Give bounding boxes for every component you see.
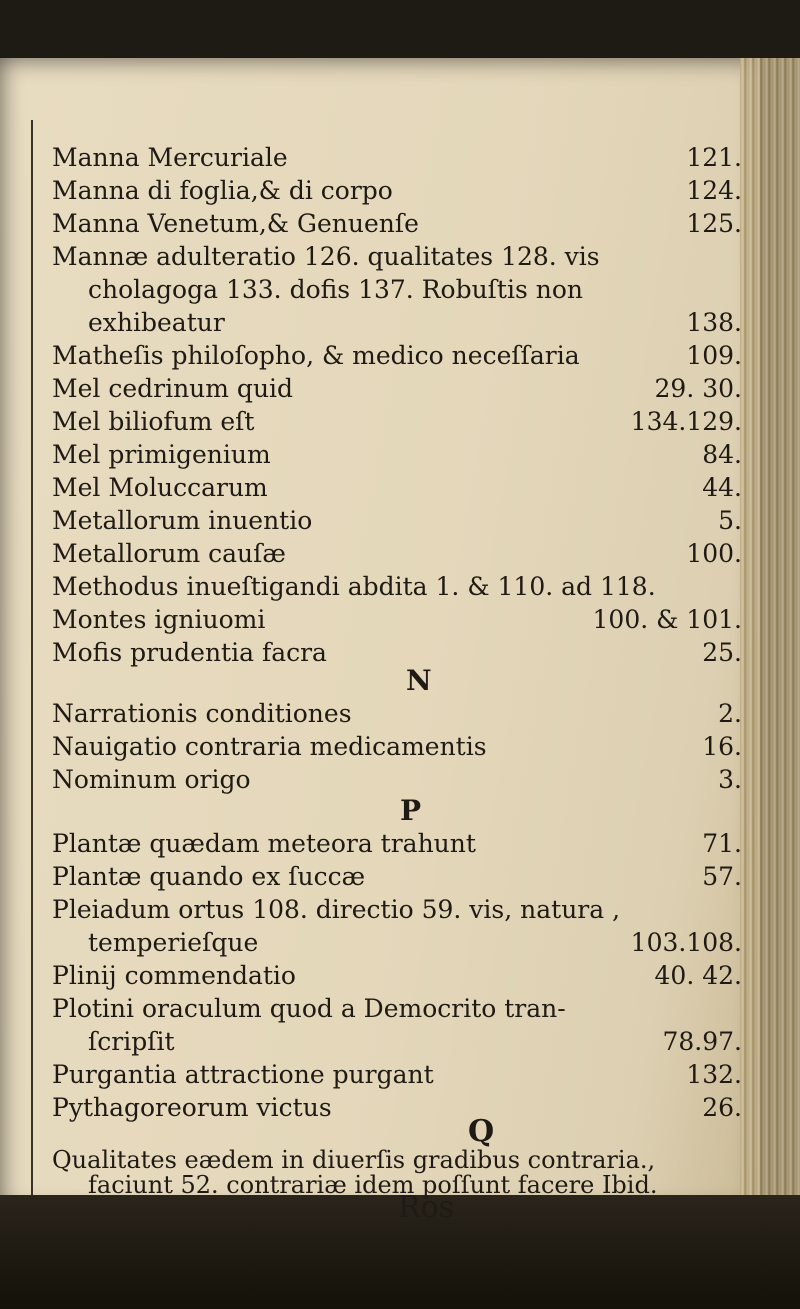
entry-text: Pleiadum ortus 108. directio 59. vis, natura , <box>52 895 621 924</box>
entry-text: Manna di foglia,& di corpo <box>52 176 393 205</box>
entry-page-number: 138. <box>686 308 742 337</box>
index-entry <box>52 994 742 1024</box>
index-entry <box>52 732 742 762</box>
entry-text: Mannæ adulteratio 126. qualitates 128. vis <box>52 242 600 271</box>
entry-text: Nauigatio contraria medicamentis <box>52 732 487 761</box>
entry-text: Metallorum cauſæ <box>52 539 286 568</box>
entry-page-number: 109. <box>686 341 742 370</box>
entry-text: Mel biliofum eſt <box>52 407 255 436</box>
index-entry-continuation <box>88 1027 742 1057</box>
entry-text: Mel primigenium <box>52 440 271 469</box>
entry-page-number: 2. <box>718 699 742 728</box>
index-entry <box>52 862 742 892</box>
section-letter-q: Q <box>468 1114 495 1149</box>
index-entry-continuation <box>88 308 742 338</box>
index-entry <box>52 961 742 991</box>
entry-text: Metallorum inuentio <box>52 506 313 535</box>
entry-text: exhibeatur <box>88 308 225 337</box>
index-entry <box>52 1060 742 1090</box>
index-entry <box>52 699 742 729</box>
index-entry-continuation <box>88 928 742 958</box>
entry-page-number: 78.97. <box>662 1027 742 1056</box>
margin-rule <box>31 120 33 1205</box>
index-entry <box>52 209 742 239</box>
entry-text: Matheſis philoſopho, & medico neceſſaria <box>52 341 580 370</box>
catchword: Ros <box>398 1190 455 1225</box>
entry-page-number: 26. <box>702 1093 742 1122</box>
index-entry <box>52 473 742 503</box>
entry-page-number: 40. 42. <box>654 961 742 990</box>
entry-page-number: 5. <box>718 506 742 535</box>
section-letter-n: N <box>406 664 432 697</box>
index-entry <box>52 341 742 371</box>
entry-text: temperieſque <box>88 928 259 957</box>
entry-page-number: 121. <box>686 143 742 172</box>
entry-text: Mofis prudentia facra <box>52 638 327 667</box>
index-entry <box>52 539 742 569</box>
page-edge <box>740 58 800 1213</box>
entry-text: Montes igniuomi <box>52 605 266 634</box>
entry-text: Mel cedrinum quid <box>52 374 294 403</box>
entry-text: Qualitates eædem in diuerſis gradibus contraria., <box>52 1146 656 1174</box>
entry-page-number: 103.108. <box>630 928 742 957</box>
entry-text: Plantæ quando ex ſuccæ <box>52 862 366 891</box>
index-entry <box>52 572 742 602</box>
entry-page-number: 134.129. <box>630 407 742 436</box>
index-entry <box>52 506 742 536</box>
entry-text: Purgantia attractione purgant <box>52 1060 434 1089</box>
entry-page-number: 16. <box>702 732 742 761</box>
index-entry <box>52 638 742 668</box>
entry-text: Manna Mercuriale <box>52 143 288 172</box>
entry-text: ſcripſit <box>88 1027 175 1056</box>
index-entry <box>52 407 742 437</box>
entry-text: faciunt 52. contrariæ idem poſſunt facere Ibid. <box>88 1171 658 1199</box>
entry-page-number: 44. <box>702 473 742 502</box>
entry-text: cholagoga 133. dofis 137. Robuſtis non <box>88 275 583 304</box>
index-entry <box>52 765 742 795</box>
index-entry <box>52 440 742 470</box>
entry-page-number: 132. <box>686 1060 742 1089</box>
entry-text: Nominum origo <box>52 765 251 794</box>
entry-page-number: 84. <box>702 440 742 469</box>
section-letter-p: P <box>400 794 422 827</box>
index-entry <box>52 176 742 206</box>
index-entry <box>52 605 742 635</box>
entry-page-number: 100. <box>686 539 742 568</box>
index-entry-continuation <box>88 275 742 305</box>
index-entry <box>52 895 742 925</box>
entry-page-number: 29. 30. <box>654 374 742 403</box>
entry-text: Narrationis conditiones <box>52 699 352 728</box>
index-entry <box>52 1093 742 1123</box>
entry-page-number: 57. <box>702 862 742 891</box>
entry-text: Plinij commendatio <box>52 961 296 990</box>
entry-text: Plotini oraculum quod a Democrito tran- <box>52 994 566 1023</box>
entry-text: Methodus inueſtigandi abdita 1. & 110. ad 118. <box>52 572 656 601</box>
index-entry <box>52 143 742 173</box>
entry-text: Plantæ quædam meteora trahunt <box>52 829 476 858</box>
entry-page-number: 125. <box>686 209 742 238</box>
entry-page-number: 25. <box>702 638 742 667</box>
index-entry <box>52 242 742 272</box>
entry-text: Manna Venetum,& Genuenſe <box>52 209 419 238</box>
entry-page-number: 100. & 101. <box>592 605 742 634</box>
index-entry <box>52 374 742 404</box>
entry-text: Mel Moluccarum <box>52 473 268 502</box>
entry-page-number: 71. <box>702 829 742 858</box>
entry-page-number: 3. <box>718 765 742 794</box>
index-entry <box>52 829 742 859</box>
entry-page-number: 124. <box>686 176 742 205</box>
entry-text: Pythagoreorum victus <box>52 1093 332 1122</box>
